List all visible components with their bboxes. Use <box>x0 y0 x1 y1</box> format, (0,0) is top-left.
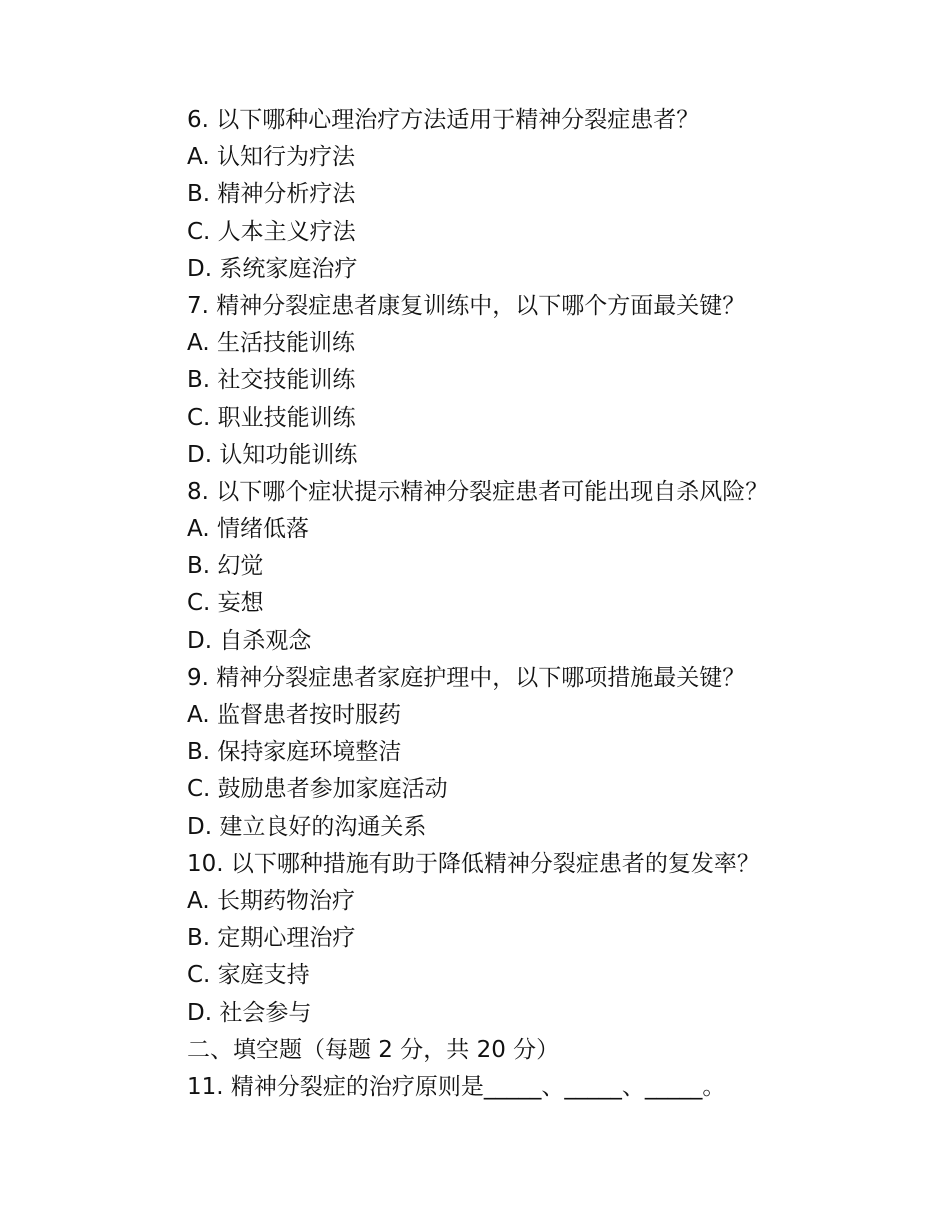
question-10-stem: 10. 以下哪种措施有助于降低精神分裂症患者的复发率？ <box>187 850 760 877</box>
question-6-stem: 6. 以下哪种心理治疗方法适用于精神分裂症患者？ <box>187 107 700 133</box>
question-9-stem: 9. 精神分裂症患者家庭护理中，以下哪项措施最关键？ <box>187 664 746 691</box>
question-7-stem: 7. 精神分裂症患者康复训练中，以下哪个方面最关键？ <box>187 292 746 319</box>
question-9-option-d: D. 建立良好的沟通关系 <box>187 813 427 840</box>
question-8-option-c: C. 妄想 <box>187 590 264 617</box>
question-6-option-d: D. 系统家庭治疗 <box>187 255 358 282</box>
question-9-option-a: A. 监督患者按时服药 <box>187 702 401 728</box>
question-6-option-a: A. 认知行为疗法 <box>187 144 355 171</box>
question-9-option-c: C. 鼓励患者参加家庭活动 <box>187 776 448 803</box>
question-7-option-c: C. 职业技能训练 <box>187 404 356 431</box>
question-8-stem: 8. 以下哪个症状提示精神分裂症患者可能出现自杀风险？ <box>187 478 769 505</box>
section-heading-fill-in: 二、填空题（每题 2 分，共 20 分） <box>187 1036 560 1063</box>
question-10-option-a: A. 长期药物治疗 <box>187 887 355 914</box>
question-11-fill-in: 11. 精神分裂症的治疗原则是_____、_____、_____。 <box>187 1073 726 1100</box>
question-7-option-d: D. 认知功能训练 <box>187 441 358 468</box>
question-8-option-a: A. 情绪低落 <box>187 516 309 543</box>
question-8-option-d: D. 自杀观念 <box>187 627 312 654</box>
question-6-option-b: B. 精神分析疗法 <box>187 181 356 208</box>
question-9-option-b: B. 保持家庭环境整洁 <box>187 739 402 766</box>
question-6-option-c: C. 人本主义疗法 <box>187 218 356 245</box>
page-content <box>187 102 887 1106</box>
question-10-option-c: C. 家庭支持 <box>187 962 310 989</box>
question-8-option-b: B. 幻觉 <box>187 553 264 580</box>
question-7-option-a: A. 生活技能训练 <box>187 330 355 357</box>
question-7-option-b: B. 社交技能训练 <box>187 367 356 394</box>
question-10-option-b: B. 定期心理治疗 <box>187 925 356 952</box>
question-10-option-d: D. 社会参与 <box>187 999 312 1026</box>
